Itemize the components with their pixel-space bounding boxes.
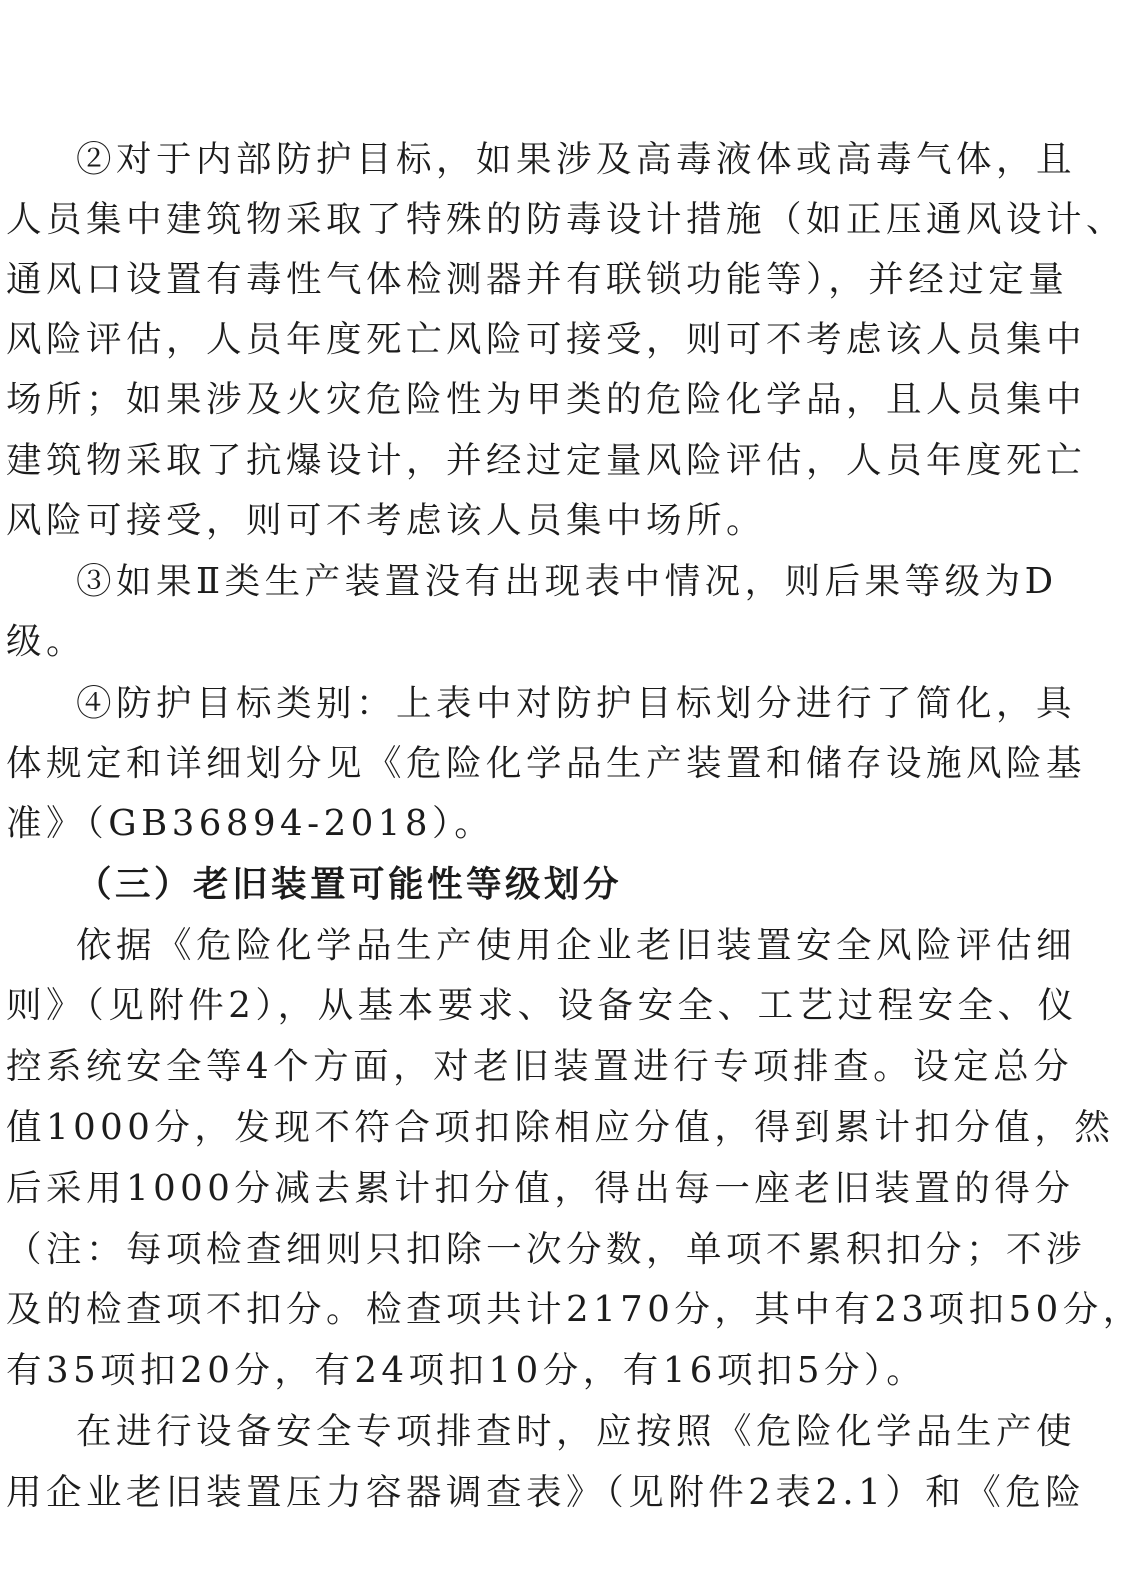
paragraph-4-line-3: 准》（GB36894-2018）。 xyxy=(6,803,495,844)
paragraph-3-line-2: 级。 xyxy=(6,621,87,662)
paragraph-2-line-1: ②对于内部防护目标，如果涉及高毒液体或高毒气体，且 xyxy=(76,139,1077,180)
paragraph-4-line-2: 体规定和详细划分见《危险化学品生产装置和储存设施风险基 xyxy=(6,743,1087,784)
paragraph-2-line-2: 人员集中建筑物采取了特殊的防毒设计措施（如正压通风设计、 xyxy=(6,199,1127,240)
paragraph-2-line-5: 场所；如果涉及火灾危险性为甲类的危险化学品，且人员集中 xyxy=(6,379,1087,420)
paragraph-5-line-6: （注：每项检查细则只扣除一次分数，单项不累积扣分；不涉 xyxy=(6,1229,1087,1270)
paragraph-5-line-4: 值1000分，发现不符合项扣除相应分值，得到累计扣分值，然 xyxy=(6,1107,1115,1148)
paragraph-6-line-2: 用企业老旧装置压力容器调查表》（见附件2表2.1）和《危险 xyxy=(6,1472,1086,1513)
paragraph-5-line-3: 控系统安全等4个方面，对老旧装置进行专项排查。设定总分 xyxy=(6,1046,1074,1087)
paragraph-2-line-7: 风险可接受，则可不考虑该人员集中场所。 xyxy=(6,500,767,541)
paragraph-2-line-6: 建筑物采取了抗爆设计，并经过定量风险评估，人员年度死亡 xyxy=(6,440,1087,481)
paragraph-5-line-1: 依据《危险化学品生产使用企业老旧装置安全风险评估细 xyxy=(76,925,1077,966)
paragraph-6-line-1: 在进行设备安全专项排查时，应按照《危险化学品生产使 xyxy=(76,1411,1077,1452)
paragraph-5-line-5: 后采用1000分减去累计扣分值，得出每一座老旧装置的得分 xyxy=(6,1168,1075,1209)
section-heading: （三）老旧装置可能性等级划分 xyxy=(76,864,623,905)
paragraph-3-line-1: ③如果Ⅱ类生产装置没有出现表中情况，则后果等级为D xyxy=(76,561,1058,602)
paragraph-2-line-4: 风险评估，人员年度死亡风险可接受，则可不考虑该人员集中 xyxy=(6,319,1087,360)
paragraph-2-line-3: 通风口设置有毒性气体检测器并有联锁功能等），并经过定量 xyxy=(6,259,1069,300)
paragraph-4-line-1: ④防护目标类别：上表中对防护目标划分进行了简化，具 xyxy=(76,683,1077,724)
paragraph-5-line-8: 有35项扣20分，有24项扣10分，有16项扣5分）。 xyxy=(6,1350,927,1391)
paragraph-5-line-7: 及的检查项不扣分。检查项共计2170分，其中有23项扣50分， xyxy=(6,1289,1143,1330)
paragraph-5-line-2: 则》（见附件2），从基本要求、设备安全、工艺过程安全、仪 xyxy=(6,985,1078,1026)
